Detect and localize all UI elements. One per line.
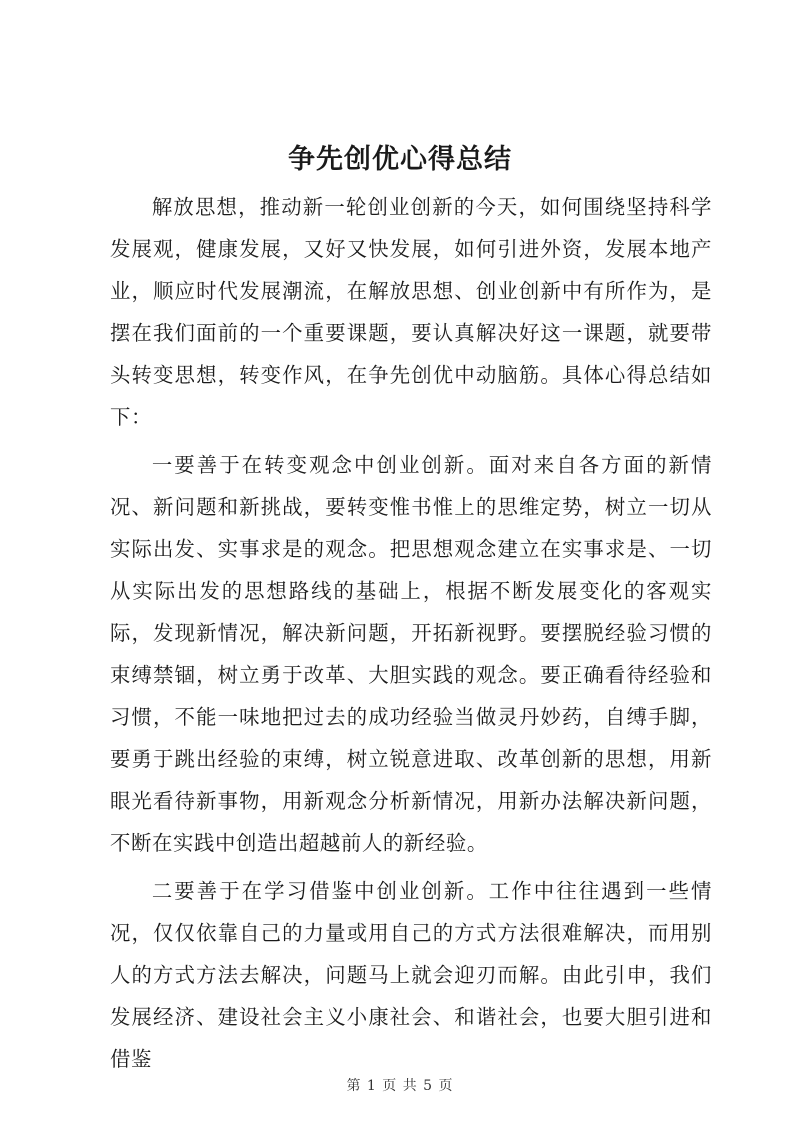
paragraph: 解放思想，推动新一轮创业创新的今天，如何围绕坚持科学发展观，健康发展，又好又快发展，如何引进外资，发展本地产业，顺应时代发展潮流，在解放思想、创业创新中有所作为，是摆在我们面前的一个重要课题，要认真解决好这一课题，就要带头转变思想，转变作风，在争先创优中动脑筋。具体心得总结如下： [110,195,712,429]
page-footer: 第 1 页 共 5 页 [346,1078,454,1094]
paragraph: 二要善于在学习借鉴中创业创新。工作中往往遇到一些情况，仅仅依靠自己的力量或用自己的方式方法很难解决，而用别人的方式方法去解决，问题马上就会迎刃而解。由此引申，我们发展经济、建设社会主义小康社会、和谐社会，也要大胆引进和借鉴 [110,879,712,1071]
paragraph: 一要善于在转变观念中创业创新。面对来自各方面的新情况、新问题和新挑战，要转变惟书惟上的思维定势，树立一切从实际出发、实事求是的观念。把思想观念建立在实事求是、一切从实际出发的思想路线的基础上，根据不断发展变化的客观实际，发现新情况，解决新问题，开拓新视野。要摆脱经验习惯的束缚禁锢，树立勇于改革、大胆实践的观念。要正确看待经验和习惯，不能一味地把过去的成功经验当做灵丹妙药，自缚手脚，要勇于跳出经验的束缚，树立锐意进取、改革创新的思想，用新眼光看待新事物，用新观念分析新情况，用新办法解决新问题，不断在实践中创造出超越前人的新经验。 [110,453,712,855]
document-body [110,186,712,1086]
document-title: 争先创优心得总结 [288,144,512,175]
